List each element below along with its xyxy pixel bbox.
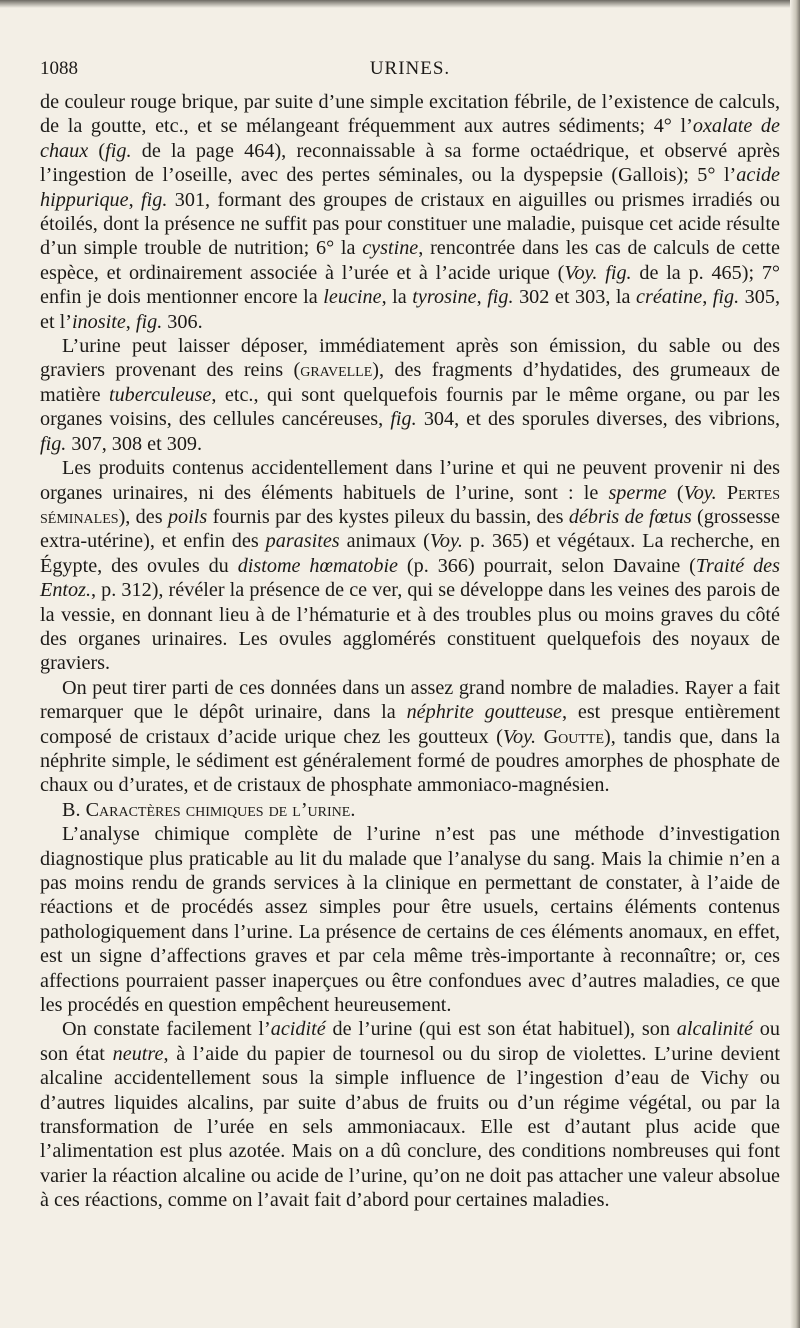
small-caps-term: Goutte xyxy=(543,725,605,748)
section-subheading xyxy=(40,798,780,822)
body-text xyxy=(40,90,780,1213)
text-run: de la page 464), reconnaissable à sa forme octaédrique, et observé après l’ingestion de l’oseille, avec des pertes séminales, ou la dyspepsie (Gallois); 5° l’ xyxy=(40,139,780,187)
italic-term: sperme xyxy=(608,481,667,504)
text-run: animaux ( xyxy=(339,530,430,553)
italic-term: Voy. xyxy=(429,530,463,553)
text-run: de couleur rouge brique, par suite d’une simple excitation fébrile, de l’existence de calculs, de la goutte, etc., et se mélangeant fréquemment aux autres sédiments; 4° l’ xyxy=(40,91,780,138)
italic-term: alcalinité xyxy=(676,1018,753,1041)
italic-term: fig. xyxy=(141,188,168,211)
italic-term: cystine xyxy=(362,237,419,260)
text-run: , etc., qui sont quelquefois fournis par le même organe, ou par les organes voisins, des cellules cancéreuses, xyxy=(40,383,780,431)
italic-term: Traité des Entoz. xyxy=(40,554,780,602)
paragraph xyxy=(40,676,780,798)
page-number: 1088 xyxy=(40,58,78,79)
italic-term: fig. xyxy=(712,286,740,309)
text-run: , p. 312), révéler la présence de ce ver, qui se développe dans les veines des parois de la vessie, en donnant lieu à de l’hématurie et à des troubles plus ou moins graves du côté des organes urinaires. Les ovules agglomérés constituent quelquefois des noyaux de graviers. xyxy=(40,579,780,675)
paragraph xyxy=(40,1017,780,1212)
text-run: Les produits contenus accidentellement dans l’urine et qui ne peuvent provenir ni des organes urinaires, ni des éléments habituels de l’urine, sont : le xyxy=(40,457,780,504)
italic-term: leucine xyxy=(323,286,382,309)
italic-term: fig. xyxy=(40,432,67,455)
italic-term: débris de fœtus xyxy=(568,505,692,528)
paragraph xyxy=(40,822,780,1017)
italic-term: néphrite goutteuse xyxy=(406,701,563,724)
italic-term: neutre xyxy=(112,1042,164,1065)
text-run: 302 et 303, la xyxy=(513,286,637,309)
italic-term: acidité xyxy=(270,1018,326,1041)
italic-term: tuberculeuse xyxy=(108,383,212,406)
text-run: , xyxy=(128,188,142,211)
text-run: , rencontrée dans les cas de calculs de cette espèce, et ordinairement associée à l’urée et à l’acide urique ( xyxy=(40,237,780,284)
italic-term: fig. xyxy=(135,310,163,333)
running-title: URINES. xyxy=(369,58,451,79)
italic-term: distome hœmatobie xyxy=(237,554,399,577)
page-top-edge xyxy=(0,0,800,8)
text-run: fournis par des kystes pileux du bassin, des xyxy=(207,505,569,528)
italic-term: créatine xyxy=(636,286,703,309)
text-run xyxy=(717,482,727,504)
italic-term: fig. xyxy=(487,286,514,309)
text-run: 306. xyxy=(162,310,203,333)
text-run xyxy=(536,726,544,748)
text-run: ), tandis que, dans la néphrite simple, le sédiment est généralement formé de poudres amorphes de phosphate de chaux ou d’urates, et de cristaux de phosphate ammoniaco-magnésien. xyxy=(40,725,781,797)
text-run: ), des xyxy=(118,505,168,528)
italic-term: fig. xyxy=(390,408,417,431)
text-run: L’analyse chimique complète de l’urine n’est pas une méthode d’investigation diagnostique plus praticable au lit du malade que l’analyse du sang. Mais la chimie n’en a pas moins rendu de grands services à la clinique en permettant de constater, à l’aide de réactions et de procédés assez simples pour être usuels, certains éléments contenus pathologiquement dans l’urine. La présence de certains de ces éléments anomaux, en effet, est un signe d’affections graves et par cela même très-importante à reconnaître; or, ces affections pourraient passer inaperçues ou être confondues avec d’autres maladies, ce que les procédés en question empêchent heureusement. xyxy=(40,823,780,1017)
text-run: On peut tirer parti de ces données dans un assez grand nombre de maladies. Rayer a fait remarquer que le dépôt urinaire, dans la xyxy=(40,676,780,724)
text-run: 305, et l’ xyxy=(40,286,781,333)
italic-term: parasites xyxy=(265,530,340,553)
text-run: , xyxy=(125,310,136,333)
text-run: On constate facilement l’ xyxy=(62,1018,271,1041)
text-run: (p. 366) pourrait, selon Davaine ( xyxy=(398,554,696,577)
text-run: , la xyxy=(381,286,413,309)
italic-term: acide hippurique xyxy=(40,164,780,211)
italic-term: Voy. fig. xyxy=(564,261,632,284)
text-run: ( xyxy=(666,481,684,504)
text-run: de l’urine (qui est son état habituel), son xyxy=(325,1018,677,1041)
text-run: ou son état xyxy=(40,1018,780,1065)
text-run: 307, 308 et 309. xyxy=(66,432,203,455)
text-run: , est presque entièrement composé de cristaux d’acide urique chez les goutteux ( xyxy=(40,701,780,748)
italic-term: Voy. xyxy=(502,725,536,748)
text-run: 301, formant des groupes de cristaux en aiguilles ou prismes irradiés ou étoilés, dont la présence ne suffit pas pour constituer une maladie, puisque cet acide résulte d’un simple trouble de nutrition; 6° la xyxy=(40,188,780,260)
italic-term: tyrosine xyxy=(412,286,477,309)
text-run: L’urine peut laisser déposer, immédiatement après son émission, du sable ou des graviers provenant des reins ( xyxy=(40,335,780,382)
small-caps-term: Caractères chimiques de l’urine xyxy=(85,798,351,821)
italic-term: fig. xyxy=(105,139,132,162)
text-run: ), des fragments d’hydatides, des grumeaux de matière xyxy=(40,359,780,406)
paragraph xyxy=(40,90,780,334)
italic-term: Voy. xyxy=(683,481,717,504)
text-run: 304, et des sporules diverses, des vibrions, xyxy=(416,408,781,431)
paragraph xyxy=(40,334,780,456)
text-run: , xyxy=(476,286,488,309)
page-right-edge xyxy=(790,0,800,1328)
small-caps-term: Pertes séminales xyxy=(40,481,781,528)
text-run: , à l’aide du papier de tournesol ou du sirop de violettes. L’urine devient alcaline accidentellement sous la simple influence de l’ingestion d’eau de Vichy ou d’autres liquides alcalins, par suite d’abus de fruits ou d’un régime végétal, ou par la transformation de l’urée en sels ammoniacaux. Elle est d’autant plus acide que l’alimentation est plus azotée. Mais on a dû conclure, des conditions nombreuses qui font varier la réaction alcaline ou acide de l’urine, qu’on ne doit pas attacher une valeur absolue à ces réactions, comme on l’avait fait d’abord pour certaines maladies. xyxy=(40,1042,781,1212)
text-run: , xyxy=(702,286,713,309)
italic-term: inosite xyxy=(71,310,126,333)
text-run: ( xyxy=(88,139,106,162)
small-caps-term: gravelle xyxy=(300,359,373,382)
text-run: (grossesse extra-utérine), et enfin des xyxy=(40,505,781,553)
italic-term: poils xyxy=(167,505,208,528)
text-run: p. 365) et végétaux. La recherche, en Égypte, des ovules du xyxy=(40,530,780,577)
paragraph xyxy=(40,456,780,676)
text-run: de la p. 465); 7° enfin je dois mentionner encore la xyxy=(40,261,780,309)
text-run: . xyxy=(350,798,356,821)
text-run: B. xyxy=(62,798,86,821)
italic-term: oxalate de chaux xyxy=(40,115,780,162)
page-header xyxy=(40,58,780,88)
